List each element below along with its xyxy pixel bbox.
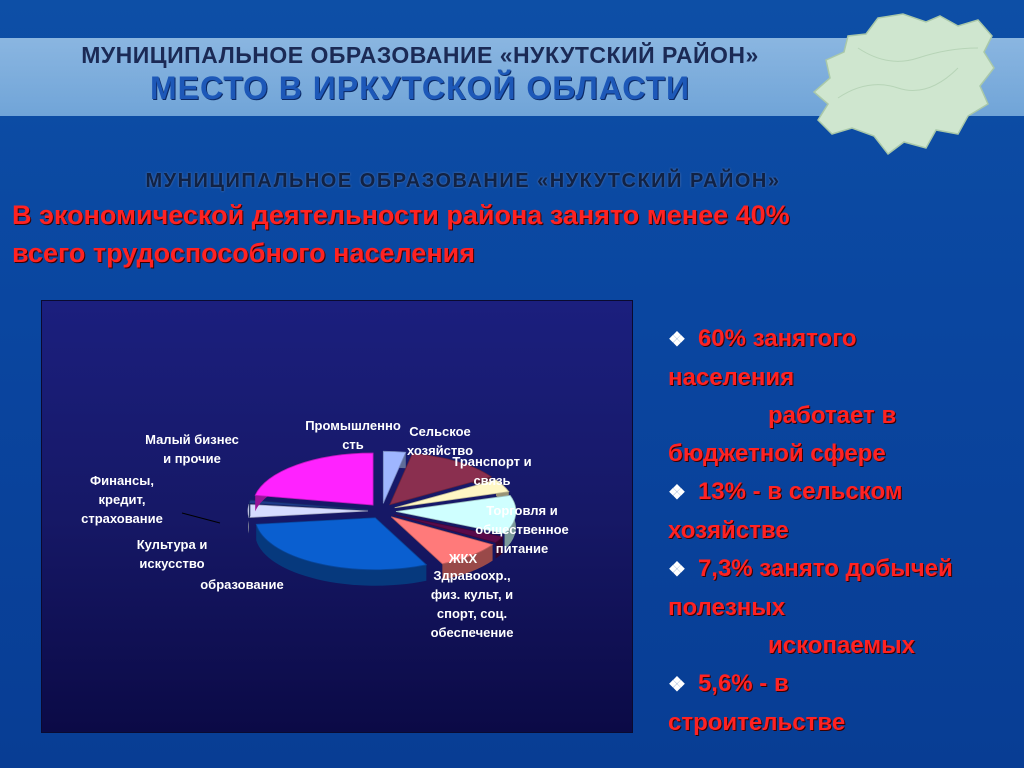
label-culture — [114, 535, 230, 573]
bullet-line — [668, 320, 1008, 359]
label-health-line2: физ. культ, и — [430, 587, 514, 602]
label-health-line1: Здравоохр., — [433, 568, 511, 583]
bullet-line-indent: работает в — [768, 402, 897, 429]
bullet-text: строительстве — [668, 709, 846, 736]
bullet-line-indent: ископаемых — [768, 632, 915, 659]
bullet-item — [668, 550, 1008, 665]
diamond-bullet-icon: ❖ — [668, 674, 686, 696]
bullet-line — [668, 665, 1008, 704]
label-finance — [60, 471, 184, 528]
bullet-line — [668, 704, 1008, 742]
headline — [12, 196, 852, 272]
bullet-item — [668, 473, 1008, 550]
bullet-item — [668, 320, 1008, 473]
bullet-line — [668, 512, 1008, 550]
bullet-line — [668, 589, 1008, 627]
label-small-business-line2: и прочие — [163, 451, 221, 466]
bullet-text: 5,6% - в — [697, 670, 789, 697]
title-line-1: МУНИЦИПАЛЬНОЕ ОБРАЗОВАНИЕ «НУКУТСКИЙ РАЙОН» — [81, 42, 759, 68]
label-culture-line2: искусство — [139, 556, 205, 571]
bullet-text: населения — [668, 364, 795, 391]
bullet-list — [668, 320, 1008, 742]
bullet-line — [668, 550, 1008, 589]
pie-slice — [255, 453, 373, 505]
label-health-line3: спорт, соц. — [436, 606, 508, 621]
label-transport-line2: связь — [473, 473, 511, 488]
label-finance-line3: страхование — [81, 511, 163, 526]
label-transport-line1: Транспорт и — [452, 454, 532, 469]
label-industry-line2: сть — [342, 437, 364, 452]
bullet-text: хозяйстве — [668, 517, 789, 544]
bullet-item — [668, 665, 1008, 742]
diamond-bullet-icon: ❖ — [668, 329, 686, 351]
label-trade-line3: питание — [495, 541, 549, 556]
label-education-line1: образование — [200, 577, 284, 592]
label-finance-line1: Финансы, — [90, 473, 154, 488]
bullet-text: 7,3% занято добычей — [697, 555, 953, 582]
bullet-line — [668, 359, 1008, 397]
label-small-business — [128, 430, 256, 468]
label-agri-line2: хозяйство — [406, 443, 474, 458]
label-trade-line2: общественное — [475, 522, 569, 537]
label-transport — [442, 452, 542, 490]
bullet-text: полезных — [668, 594, 786, 621]
label-zhkh-line1: ЖКХ — [448, 551, 478, 566]
bullet-line — [668, 473, 1008, 512]
subtitle: МУНИЦИПАЛЬНОЕ ОБРАЗОВАНИЕ «НУКУТСКИЙ РАЙОН» — [145, 170, 781, 192]
label-small-business-line1: Малый бизнес — [145, 432, 239, 447]
label-health-line4: обеспечение — [430, 625, 514, 640]
bullet-text: 60% занятого — [697, 325, 857, 352]
diamond-bullet-icon: ❖ — [668, 482, 686, 504]
label-health — [414, 566, 530, 642]
headline-line-1: В экономической деятельности района занято менее 40% — [12, 200, 790, 230]
diamond-bullet-icon: ❖ — [668, 559, 686, 581]
label-culture-line1: Культура и — [136, 537, 208, 552]
bullet-text: 13% - в сельском — [697, 478, 903, 505]
title-line-2: МЕСТО В ИРКУТСКОЙ ОБЛАСТИ — [149, 70, 691, 106]
label-education — [184, 575, 300, 594]
bullet-line: бюджетной сфере — [668, 440, 886, 467]
finance-leader-line — [182, 513, 220, 523]
pie-chart-panel — [41, 300, 633, 733]
headline-line-2: всего трудоспособного населения — [12, 238, 475, 268]
label-industry-line1: Промышленно — [305, 418, 401, 433]
label-trade-line1: Торговля и — [486, 503, 558, 518]
label-finance-line2: кредит, — [98, 492, 146, 507]
label-agri-line1: Сельское — [409, 424, 471, 439]
